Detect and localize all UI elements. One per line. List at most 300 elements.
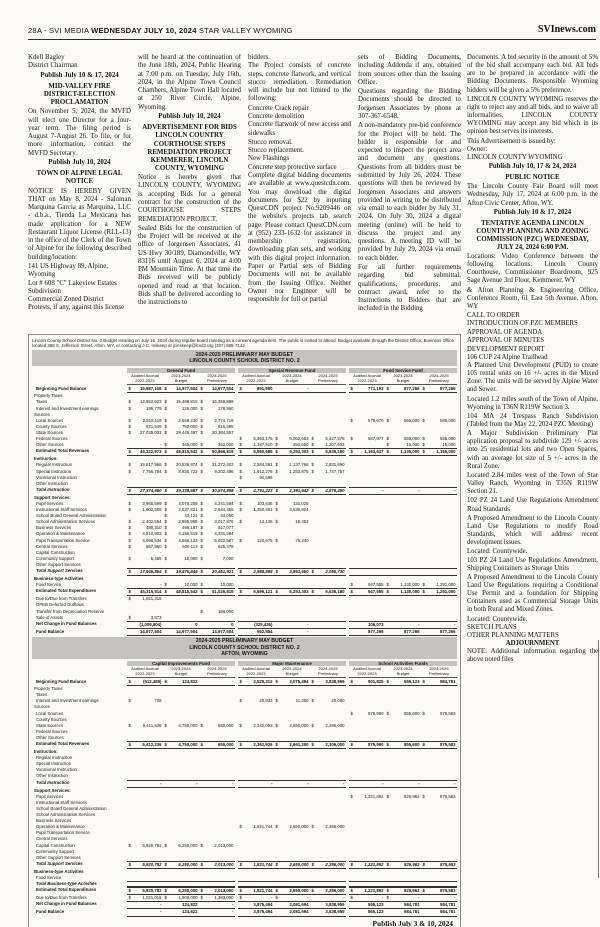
budget-row [32, 487, 457, 495]
budget-cell: $ 16,359,889 [200, 399, 234, 405]
budget-cell: $ 585,000 [422, 417, 456, 423]
budget-cell: $ 20,000 [311, 698, 345, 704]
notice-column-4 [358, 54, 461, 330]
budget-cell: $ 4,750,000 [164, 742, 198, 748]
budget-cell: $ 1,821,744 [239, 824, 273, 830]
notice-para: 104 MA 24 Trespass Ranch Subdivision (Tabled from the May 22, 2024 PZC Meeting) [467, 412, 598, 429]
notice-para: The Lincoln County Fair Board will meet Wednesday, July 17, 2024 at 6:00 p.m. in the Afton Civic Center, Afton, WY. [467, 183, 598, 207]
budget-cell: $ 15,489,815 [164, 399, 198, 405]
budget-cell: $ 5,920,782 [128, 861, 162, 867]
notice-publish: Publish July 10 & 17, 2024 [493, 208, 572, 216]
budget-cell: $ 6,635,180 [311, 449, 345, 455]
budget-cell: $ 2,286,000 [311, 888, 345, 894]
budget-row-label: Pupil Transportation Service [36, 537, 90, 543]
budget-cell: $ 5,022,587 [200, 537, 234, 543]
budget-cell: $ 901,825 [350, 679, 384, 685]
budget-row [32, 568, 457, 576]
notice-line: bidders. [248, 54, 271, 61]
budget-row-label: Instruction: [34, 749, 58, 755]
budget-cell: 3,875,494 [253, 902, 273, 908]
budget-cell: $ 18,462 [275, 519, 309, 525]
budget-cell: $ 20,536,974 [164, 462, 198, 468]
budget-cell: $ 575,670 [350, 417, 384, 423]
column-header: 2024-2025 Preliminary [310, 667, 346, 678]
budget-cell: $ 2,818,119 [128, 417, 162, 423]
budget-cell: 3,838,959 [325, 902, 345, 908]
budget-cell: $ 875,583 [422, 793, 456, 799]
budget-cell: $ 4,156,515 [164, 531, 198, 537]
budget-cell: - [232, 902, 234, 908]
budget-cell: $ 2,661,200 [275, 742, 309, 748]
budget-cell: $ 1,137,766 [275, 462, 309, 468]
budget-cell: - [160, 582, 162, 588]
budget-cell: $ 21,372,402 [200, 462, 234, 468]
notice-para: & Afton Planning & Engineering Office, Conference Room, 61 East 5th Avenue, Afton, WY [467, 286, 598, 310]
column-header: 2023-2024 Budget [274, 667, 310, 678]
budget-row-label: Estimated Total Revenues [36, 448, 90, 454]
budget-row-label: Business Services [36, 818, 72, 824]
budget-cell: $ 6,635,180 [311, 589, 345, 595]
budget-row-label: Taxes [36, 399, 48, 405]
budget-cell: $ 2,402,554 [128, 519, 162, 525]
budget-row-label: Support Services: [34, 787, 71, 793]
budget-cell [385, 882, 421, 886]
budget-table-column-headers [32, 661, 457, 678]
budget-cell: $ 5,920,782 [128, 888, 162, 894]
budget-cell: $ 565,000 [386, 417, 420, 423]
budget-row [32, 629, 457, 636]
budget-cell: $ 6,250,000 [164, 861, 198, 867]
budget-cell: $ 855,600 [386, 710, 420, 716]
budget-row-label: Estimated Total Expenditures [36, 588, 97, 594]
budget-cell: $ 1,602,508 [128, 507, 162, 513]
notice-para: A Proposed Amendment to the Lincoln County Land Use Regulations to modify Road Standards, which will address recent development issues. [467, 514, 598, 547]
budget-cell: 14,977,504 [139, 628, 162, 634]
budget-row-label: Net Change in Fund Balances [36, 901, 97, 907]
budget-cell: $ 557,960 [128, 543, 162, 549]
notice-para: INTRODUCTION OF PZC MEMBERS [467, 320, 578, 328]
budget-cell: $ 816,695 [200, 423, 234, 429]
page-edition-label: 28A - SVI MEDIA [28, 26, 89, 35]
notice-para: 102 PZ 24 Land Use Regulations Amendment Road Standards [467, 497, 598, 513]
column-header: 2024-2025 Preliminary [421, 667, 457, 678]
budget-row-label: Sources [34, 411, 50, 417]
budget-cell [385, 569, 421, 575]
budget-row-label: Regular Instruction [36, 462, 73, 468]
budget-cell: $ 1,383,000 [200, 895, 234, 901]
budget-cell: - [418, 487, 420, 493]
issue-date: WEDNESDAY JULY 10, 2024 [91, 26, 197, 35]
notice-heading: TENTATIVE AGENDA LINCOLN COUNTY PLANNING AND ZONING COMMISSION (PZC) WEDNESDAY, JULY 24, 2024 6:00 P.M. [476, 219, 589, 251]
budget-cell: $ 4,791,223 [239, 487, 273, 493]
budget-table-title: 2024-2025 PRELIMINARY MAY BUDGET LINCOLN COUNTY SCHOOL DISTRICT NO. 2 [32, 350, 457, 365]
budget-cell: $ 855,600 [386, 742, 420, 748]
notice-line: Commercial Zoned District [28, 296, 104, 304]
budget-cell: $ 2,286,000 [311, 722, 345, 728]
budget-cell: $ 51,026,819 [200, 589, 234, 595]
budget-cell: $ 1,187,510 [239, 442, 273, 448]
budget-cell: - [232, 679, 234, 685]
budget-cell: $ 1,500,000 [164, 895, 198, 901]
budget-cell: $ 2,644,455 [200, 507, 234, 513]
budget-cell: $ 825,962 [386, 888, 420, 894]
budget-cell: $ 15,000 [422, 442, 456, 448]
region-label: STAR VALLEY WYOMING [198, 26, 293, 35]
budget-cell: - [307, 386, 309, 392]
column-header: 2024-2025 Preliminary [421, 374, 457, 385]
column-header: 2023-2024 Budget [385, 374, 421, 385]
budget-row-label: Local Sources [36, 710, 64, 716]
budget-cell: $ 2,055,730 [311, 569, 345, 574]
notice-para: A Major Subdivision Preliminary Plat application proposal to subdivide 129 +/- acres into 25 residential lots and two Open Spaces, with an average lot size of 5 +/- acres in the Rural Zone. [467, 430, 598, 470]
column-header: 2024-2025 Preliminary [199, 667, 235, 678]
notice-para: will be heard at the continuation of the June 18th, 2024, Public Hearing at 7:00 p.m. on Tuesday, July 16th, 2024, in the Alpine Town Council Chambers, Alpine Town Hall located at 250 River Circle, Alpine, Wyoming. [138, 54, 241, 111]
notice-publish: Publish July 10, 2024 [48, 158, 111, 166]
budget-cell: $ 875,583 [422, 888, 456, 894]
budget-row [32, 780, 457, 788]
budget-cell: - [454, 621, 456, 627]
budget-row-label: Food Service [36, 874, 62, 880]
budget-table-box [28, 334, 461, 927]
budget-cell [127, 882, 163, 886]
budget-cell [199, 882, 235, 886]
notice-line: DEVELOPMENT REPORT [467, 345, 545, 353]
column-header: 2023-2024 Budget [274, 374, 310, 385]
budget-cell: $ 650,000 [200, 722, 234, 728]
budget-cell: $ 14,977,504 [164, 386, 198, 392]
budget-row-label: Business Services [36, 525, 72, 531]
notice-publish: Publish July 10, 17 & 24, 2024 [488, 163, 577, 171]
budget-cell: $ 29,446,497 [164, 429, 198, 435]
budget-row-label: Capital Construction [36, 842, 75, 848]
budget-cell: $ 44,050 [200, 513, 234, 519]
budget-cell: $ 1,155,000 [422, 449, 456, 455]
budget-cell: $ 821,549 [128, 423, 162, 429]
fund-group-label: Major Maintenance [238, 661, 346, 667]
budget-cell: $ - [239, 895, 273, 901]
budget-cell: 584,781 [439, 909, 456, 915]
budget-row [32, 679, 457, 686]
budget-cell: 584,781 [439, 902, 456, 908]
notice-para: sets of Bidding Documents, including Addenda if any, obtained from sources other than the Issuing Office. [358, 54, 461, 86]
fund-group-label: School Activities Funds [349, 661, 457, 667]
budget-cell: $ 20,833 [239, 698, 273, 704]
budget-cell: $ 3,873 [128, 614, 162, 620]
budget-row-label: Food Service [36, 582, 62, 588]
budget-row-label: Pupil Services [36, 793, 64, 799]
notice-line: District Chairman [28, 62, 78, 70]
budget-row [32, 588, 457, 596]
notice-para: Locations: Video Conference between the following locations: Lincoln County Courthouse, Commissioner Boardroom, 925 Sage Avenue 3rd Floor, Kemmerer, WY [467, 252, 598, 285]
budget-cell: $ - [350, 895, 384, 901]
budget-cell: - [232, 909, 234, 915]
notice-para: A non-mandatory pre-bid conference for the Project will be held. The bidder is responsible for and expected to inspect the project area and document any questions. Questions from all bidders must be submitted by July 26, 2024. These questions will then be reviewed by Jorgensen Associates and answers provided in writing to be distributed via email to each bidder by July 31, 2024. On July 30, 2024 a digital meeting (online) will be held to discuss the project and any questions. A meeting ID will be provided by July 29, 2024 via email to each bidder. [358, 122, 461, 262]
column-header: Audited Accrual 2022-2023 [238, 374, 274, 385]
notice-publish: Publish July 10, 2024 [158, 112, 221, 120]
budget-row-label: Community Support [36, 555, 74, 561]
budget-cell: $ 2,537,821 [164, 507, 198, 513]
budget-cell: $ 178,960 [200, 405, 234, 411]
budget-cell: 124,822 [181, 902, 198, 908]
notice-heading: PUBLIC NOTICE [505, 174, 560, 182]
budget-row-label: Instructional Staff Services [36, 799, 87, 805]
budget-cell: $ 3,965,599 [128, 500, 162, 506]
budget-cell [349, 569, 385, 575]
budget-cell: 877,266 [439, 628, 456, 634]
budget-cell: $ 2,650,000 [275, 861, 309, 867]
budget-cell: $ 10,000 [164, 582, 198, 588]
budget-row-label: OPEB Deferred Outflows [36, 602, 84, 608]
page-edge-rule [598, 640, 599, 878]
budget-row-label: Local Sources [36, 417, 64, 423]
notice-columns [28, 54, 461, 330]
budget-cell [421, 882, 457, 886]
budget-cell: - [418, 621, 420, 627]
budget-cell: - [418, 780, 420, 786]
budget-cell: $ 875,990 [350, 710, 384, 716]
notice-line: New Flashings [248, 155, 290, 163]
budget-cell: 14,977,504 [175, 628, 198, 634]
notice-column-1 [28, 54, 131, 330]
notice-para: Complete digital bidding documents are available at www.questcdn.com. You may download the digital documents for $22 by inputting QuestCDN project No.9209446 on the website's projects tab search page. Please contact QuestCDN.com at (952) 233-1632 for assistance in membership registration, downloading plan sets, and working with this digital project information. Paper or Partial sets of Bidding Documents will not be available from the Issuing Office. Neither Owner nor Engineer will be responsible for full or partial [248, 171, 351, 304]
fund-group-label: General Fund [127, 368, 235, 374]
budget-cell: $ 45,322,973 [128, 449, 162, 455]
budget-cell: $ 30,384,557 [200, 429, 234, 435]
notice-line: This Advertisement is issued by: [467, 137, 556, 145]
budget-row-label: Estimated Total Expenditures [36, 887, 97, 893]
notice-para: The Project consists of concrete steps, concrete flatwork, and vertical stucco remediation. Remediation will include but not limited to the following: [248, 62, 351, 103]
budget-cell: $ 1,135,000 [386, 449, 420, 455]
budget-row-label: Net Change in Fund Balances [36, 620, 97, 626]
budget-row [32, 386, 457, 393]
budget-row [32, 621, 457, 629]
budget-cell: $ 14,977,504 [200, 386, 234, 392]
budget-cell: 106,073 [367, 621, 384, 627]
budget-cell: $ 1,821,744 [239, 888, 273, 894]
budget-row-label: Business-type Activities [34, 868, 84, 874]
notice-line: CALL TO ORDER [467, 311, 520, 319]
budget-row-label: School Administration Services [36, 519, 95, 525]
budget-cell: $ 947,555 [350, 589, 384, 595]
budget-cell: $ 2,584,381 [239, 462, 273, 468]
budget-cell: $ 2,831,690 [311, 462, 345, 468]
budget-cell: $ 5,920,782 [128, 842, 162, 848]
notice-line: Located: Countywide. [467, 615, 528, 623]
budget-cell: 555,123 [367, 909, 384, 915]
budget-cell: $ 17,945,854 [128, 569, 162, 574]
notice-line: APPROVAL OF MINUTES [467, 337, 545, 345]
budget-row-label: State Sources [36, 722, 63, 728]
budget-cell: $ 875,583 [422, 861, 456, 867]
budget-row-label: Interest and Investment earnings [36, 698, 99, 704]
notice-para: Located 1.2 miles south of the Town of Alpine, Wyoming in T36N R119W Section 3. [467, 395, 598, 411]
notice-line: Stucco removal. [248, 138, 293, 146]
budget-cell: $ 1,163,647 [350, 449, 384, 455]
budget-cell: - [454, 895, 456, 901]
budget-cell: - [307, 628, 309, 634]
budget-cell: $ 6,250,000 [164, 888, 198, 894]
budget-cell: $ 2,650,000 [275, 824, 309, 830]
budget-cell: $ 947,555 [350, 582, 384, 588]
budget-cell: $ 1,021,315 [128, 596, 162, 602]
budget-cell: $ 3,861,650 [275, 569, 309, 574]
budget-cell: $ 3,636,924 [275, 507, 309, 513]
budget-row [32, 887, 457, 895]
budget-cell: 3,081,694 [289, 902, 309, 908]
budget-cell: - [271, 780, 273, 786]
column-header: Audited Accrual 2022-2023 [127, 374, 163, 385]
budget-cell: $ 5,427,578 [311, 436, 345, 442]
notice-column-3 [248, 54, 351, 330]
budget-cell: 877,266 [367, 628, 384, 634]
notice-line: LINCOLN COUNTY WYOMING [467, 153, 563, 161]
budget-cell: $ 103,636 [239, 500, 273, 506]
budget-row-label: Due to/Due from Transfers [36, 895, 87, 901]
budget-cell: $ 5,412,236 [128, 742, 162, 748]
budget-cell: $ 600,113 [164, 543, 198, 549]
notice-line: SKETCH PLANS [467, 623, 517, 631]
notice-line: Owner: [467, 145, 488, 153]
budget-cell: $ 19,617,966 [128, 462, 162, 468]
notice-para: Sealed Bids for the construction of the Project will be received at the office of Jorgensen Associates, 41 US Hwy 30/189, Diamondville, WY 83116 until August 6, 2024 at 4:00 PM Mountain Time. At that time the Bids received will be publicly opened and read at that location. Bids shall be delivered according to the instructions to [138, 224, 241, 307]
budget-cell: $ 1,291,000 [422, 582, 456, 588]
budget-row-label: Sale of Assets [36, 614, 64, 620]
budget-cell: $ 4,241,584 [200, 500, 234, 506]
budget-cell: $ 877,266 [422, 386, 456, 392]
budget-cell: $ 5,465 [128, 555, 162, 561]
budget-cell: $ 1,821,744 [239, 861, 273, 867]
budget-cell: 562,554 [256, 628, 273, 634]
notice-line: Stucco replacement. [248, 147, 304, 155]
budget-cell: $ 45,315,514 [128, 589, 162, 595]
budget-row-label: Other Support Services [36, 561, 81, 567]
budget-row-label: Regular Instruction [36, 755, 73, 761]
budget-cell: $ 2,895,958 [164, 519, 198, 525]
budget-cell: $ 488,310 [128, 525, 162, 531]
budget-cell: $ 3,017,876 [200, 519, 234, 525]
masthead [28, 24, 596, 40]
budget-cell: $ 2,342,093 [239, 722, 273, 728]
budget-row-label: Other Sources [36, 734, 64, 740]
budget-cell: $ 6,899,121 [239, 589, 273, 595]
budget-cell: $ 2,286,000 [311, 824, 345, 830]
budget-row-label: Taxes [36, 692, 48, 698]
budget-cell: 877,266 [403, 628, 420, 634]
budget-row [32, 901, 457, 909]
budget-cell: $ 345,000 [164, 442, 198, 448]
budget-cell: $ 9,202,496 [200, 468, 234, 474]
budget-cell: $ 4,331,584 [200, 531, 234, 537]
budget-row-label: County Sources [36, 423, 67, 429]
budget-cell: $ 825,962 [386, 793, 420, 799]
budget-cell: $ 5,363,175 [239, 436, 273, 442]
budget-cell: $ 555,123 [386, 679, 420, 685]
budget-cell: $ 48,815,542 [164, 449, 198, 455]
budget-cell: $ 352,000 [200, 442, 234, 448]
budget-cell: $ 771,193 [350, 386, 384, 392]
budget-row-label: Other Support Services [36, 854, 81, 860]
budget-row-label: Total Instruction [36, 486, 70, 492]
budget-cell: $ 1,912,276 [239, 468, 273, 474]
budget-cell: 124,822 [181, 909, 198, 915]
budget-cell: $ 29,338,697 [164, 487, 198, 493]
budget-cell: $ 1,221,892 [350, 888, 384, 894]
budget-cell: $ 2,013,000 [200, 861, 234, 867]
budget-cell: $ 750,000 [164, 423, 198, 429]
budget-cell [349, 882, 385, 886]
budget-cell: $ 1,221,892 [350, 793, 384, 799]
budget-cell: $ - [275, 895, 309, 901]
notice-line: Concrete demolition [248, 112, 305, 120]
notice-column-5 [467, 54, 598, 844]
notice-para: For all further requirements regarding bid submittal, qualifications, procedures, and contract award, refer to the Instructions to Bidders that are included in the Bidding [358, 264, 461, 313]
budget-cell: $ 14,136 [239, 519, 273, 525]
left-region [28, 54, 461, 927]
fund-group-label: Special Revenue Fund [238, 368, 346, 374]
budget-row-label: Fund Balance [36, 909, 65, 915]
masthead-left [28, 26, 293, 35]
notice-publish: Publish July 10 & 17, 2024 [40, 71, 119, 79]
website-label: SVInews.com [537, 24, 596, 35]
budget-cell: $ 708 [128, 698, 162, 704]
notice-center: ADJOURNMENT [505, 640, 560, 648]
notice-line: Kdell Bagley [28, 54, 65, 61]
budget-cell: $ 2,529,312 [239, 679, 273, 685]
budget-cell: $ 4,070,209 [164, 500, 198, 506]
budget-row-label: Beginning Fund Balance [36, 386, 87, 392]
notice-line: Located: Countywide. [467, 548, 528, 556]
budget-row [32, 861, 457, 869]
budget-cell [310, 882, 346, 886]
column-header: 2024-2025 Preliminary [199, 374, 235, 385]
budget-cell: $ 555,000 [386, 436, 420, 442]
budget-cell: $ 584,781 [422, 679, 456, 685]
budget-publish-line: Publish July 3 & 10, 2024 [372, 918, 453, 927]
budget-table-title: 2024-2025 PRELIMINARY MAY BUDGET LINCOLN COUNTY SCHOOL DISTRICT NO. 2 AFTON, WYOMING [32, 637, 457, 659]
budget-cell: $ 555,000 [422, 436, 456, 442]
column-header: 2024-2025 Preliminary [310, 374, 346, 385]
budget-cell: 3,081,694 [289, 909, 309, 915]
budget-row-label: Other Instruction [36, 773, 68, 779]
notice-para: Concrete flatwork of new access and sidewalks [248, 121, 351, 137]
budget-row-label: Property Taxes [34, 393, 63, 399]
budget-cell: $ 131,025 [275, 500, 309, 506]
notice-para: Documents. A bid security in the amount of 5% of the bid shall accompany each bid. All bids are to be prepared in accordance with the Bidding Documents. Responsible Wyoming bidders will be given a 5% preference. [467, 54, 598, 94]
budget-row-label: Operation & Maintenance [36, 824, 85, 830]
budget-cell: $ 6,253,303 [275, 589, 309, 595]
budget-cell: $ 3,838,959 [311, 679, 345, 685]
budget-cell: $ 2,286,000 [311, 861, 345, 867]
budget-cell: 555,123 [367, 902, 384, 908]
budget-cell: $ 6,253,303 [275, 449, 309, 455]
column-header: 2023-2024 Budget [163, 667, 199, 678]
budget-row [32, 741, 457, 749]
notice-line: OTHER PLANNING MATTERS [467, 631, 559, 639]
budget-cell: $ 19,475,845 [164, 569, 198, 574]
budget-row-label: Total Support Services [36, 568, 83, 573]
budget-cell: $ 2,013,000 [200, 888, 234, 894]
budget-cell: - [382, 487, 384, 493]
budget-cell: $ 4,579,450 [311, 487, 345, 493]
column-header: Audited Accrual 2022-2023 [349, 667, 385, 678]
budget-cell: $ 50,866,819 [200, 449, 234, 455]
notice-line: 141 US Highway 89, Alpine, Wyoming [28, 263, 109, 279]
budget-cell: - [160, 780, 162, 786]
budget-cell: $ 4,810,903 [128, 531, 162, 537]
budget-cell: $ 825,962 [386, 861, 420, 867]
budget-cell [163, 882, 199, 886]
budget-cell: $ 650,000 [200, 742, 234, 748]
